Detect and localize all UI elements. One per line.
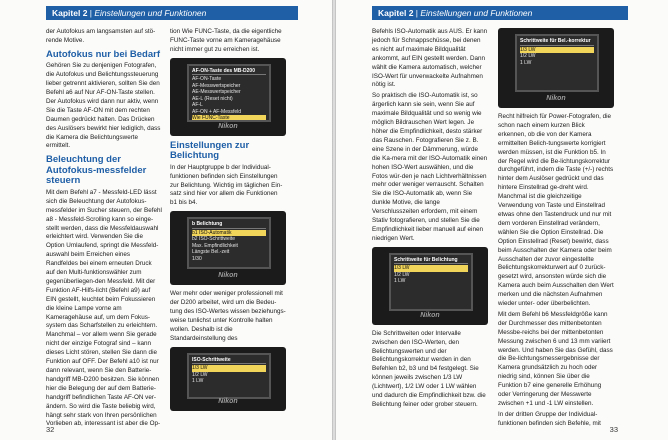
- menu-title: b Belichtung: [192, 221, 266, 229]
- menu-item: Max. Empfindlichkeit: [192, 242, 238, 249]
- paragraph: der Autofokus am langsamsten auf stö-rende Motive.: [46, 28, 156, 44]
- paragraph: Befehls ISO-Automatik aus AUS. Er kann jedoch für Schnappschüsse, bei denen es nicht auf maximale Bildqualität ankommt, auf EIN gestellt werden. Dann wählt die Kamera automatisch, welcher ISO-Wert für unverwackelte Aufnahmen nötig ist.: [372, 28, 488, 89]
- lcd-screen: [187, 353, 271, 399]
- paragraph: Wer mehr oder weniger professionell mit der D200 arbeitet, wird um die Bedeu-tung des ISO-Wertes wissen beziehungs-weise tunlichst unter Kontrolle halten wollen. Deshalb ist die Standardeinstellung des: [170, 290, 286, 342]
- left-page: [0, 0, 332, 440]
- page-number: 33: [609, 425, 618, 434]
- menu-title: Schrittweite für Bel.-korrektur: [520, 38, 594, 46]
- page-number: 32: [46, 425, 55, 434]
- menu-item: Längste Bel.-zeit: [192, 249, 230, 256]
- section-heading: Einstellungen zur Belichtung: [170, 139, 250, 162]
- menu-item: AF-Messwertspeicher: [192, 82, 241, 89]
- menu-item-selected: 1/3 LW: [520, 47, 594, 54]
- lcd-screen: [187, 64, 271, 122]
- camera-menu-photo: [170, 347, 286, 411]
- running-header: Kapitel 2 | Einstellungen und Funktionen: [372, 6, 628, 20]
- camera-brand-logo: Nikon: [218, 397, 238, 405]
- menu-title: ISO-Schrittweite: [192, 357, 266, 365]
- camera-menu-photo: [372, 247, 488, 325]
- paragraph: Mit dem Befehl a7 - Messfeld-LED lässt sich die Beleuchtung der Autofokus-messfelder im Sucher steuern, der Befehl a8 - Messfeld-Scrolling kann so einge-stellt werden, dass die Messfeldauswahl erleichtert wird. Verwenden Sie die Option Umlaufend, springt die Messfeld-auswahl beim Erreichen eines Randfeldes bei einem erneuten Druck auf den Multi-funktionswähler zum gegenüberliegen-den Messfeld. Mit der Funktion AF-Hilfs-licht (Befehl a9) auf EIN gestellt, leuchtet beim Fokussieren die kleine Lampe vorne am Kameragehäuse auf, um dem Fokus-system das Scharfstellen zu erleichtern. Manchmal – vor allem wenn Sie gerade nicht der einzige Fotograf sind – kann dieses Licht stören, stellen Sie dann die Funktion auf OFF. Der Befehl a10 ist nur dann relevant, wenn Sie den Batterie-handgriff MB-D200 besitzen. Sie können hier die Belegung der auf dem Batterie-handgriff befindlichen Taste AF-ON ver-ändern. So wird die Taste beliebig wird, hängt sehr stark von Ihren persönlichen Vorlieben ab, interessant ist aber die Op-: [46, 188, 162, 428]
- menu-item-selected: 1/3 LW: [192, 365, 266, 372]
- menu-item: 1 LW: [394, 278, 406, 285]
- menu-item: AE-L (Reset nicht): [192, 95, 233, 102]
- menu-item-selected: Wie FUNC-Taste: [192, 115, 266, 122]
- menu-item: AF-ON + AF-Messfeld: [192, 108, 242, 115]
- paragraph: tion Wie FUNC-Taste, da die eigentliche FUNC-Taste vorne am Kameragehäuse nicht immer gut zu erreichen ist.: [170, 28, 282, 53]
- camera-brand-logo: Nikon: [218, 272, 238, 280]
- paragraph: In der dritten Gruppe der Individual-funktionen befinden sich Befehle, mit: [498, 410, 601, 427]
- menu-item-selected: 1/3 LW: [394, 265, 468, 272]
- right-page: [336, 0, 668, 440]
- menu-item-selected: b1 ISO-Automatik: [192, 230, 266, 237]
- section-heading: Beleuchtung der Autofokus-messfelder steuern: [46, 154, 147, 187]
- lcd-screen: [515, 34, 599, 92]
- paragraph: Recht hilfreich für Power-Fotografen, die schon nach einem kurzen Blick erkennen, ob die von der Kamera ermittelten Belich-tungswerte korrigiert werden müssen, ist die Funktion b5. In der Regel wird die Be-lichtungskorrektur durchgeführt, indem die Taste (+/-) rechts hinter dem Auslöser gedrückt und das hintere Einstellrad ge-dreht wird. Manchmal ist die gleichzeitige Verwendung von Taste und Einstellrad etwas ohne den Tastendruck und nur mit dem vorderen Einstellrad verändern, wählen Sie die Option Einstellrad. Die Option Einstellrad (Reset) bewirkt, dass beim Ausschalten der Kamera oder beim Ausschalten der zuvor eingestellte Belichtungskorrekturwert auf 0 zurück-gesetzt wird, ansonsten würde sich die Kamera auch beim Ausschalten den Wert merken und die nächsten Aufnahmen wieder unter- oder überbelichten.: [498, 113, 614, 308]
- menu-item: 1 LW: [520, 59, 532, 66]
- camera-menu-photo: [170, 58, 286, 136]
- chapter-title: Einstellungen und Funktionen: [420, 8, 533, 18]
- lcd-screen: [187, 217, 271, 269]
- chapter-title: Einstellungen und Funktionen: [94, 8, 207, 18]
- menu-item: 1/2 LW: [192, 371, 208, 378]
- text-column: [372, 28, 488, 412]
- text-column: [498, 28, 614, 431]
- running-header: Kapitel 2 | Einstellungen und Funktionen: [46, 6, 298, 20]
- menu-item: 1/2 LW: [520, 53, 536, 59]
- menu-item: b2 ISO-Schrittweite: [192, 236, 236, 243]
- lcd-screen: [389, 253, 473, 311]
- menu-item: AE-Messwertspeicher: [192, 89, 241, 96]
- paragraph: Mit dem Befehl b6 Messfeldgröße kann der Durchmesser des mittenbetonten Messbe-reichs bei der mittenbetonten Messung zwischen 6 und 13 mm variiert werden. Und haben Sie das Gefühl, dass die Be-lichtungsmessergebnisse der Kamera grundsätzlich zu hoch oder niedrig sind, können Sie über die Funktion b7 eine generelle Erhöhung oder Verringerung der Messwerte zwischen +1 und -1 LW einstellen.: [498, 310, 613, 407]
- text-column: [46, 28, 162, 431]
- menu-item: 1 LW: [192, 378, 204, 385]
- camera-brand-logo: Nikon: [546, 95, 566, 103]
- camera-brand-logo: Nikon: [420, 311, 440, 319]
- camera-brand-logo: Nikon: [218, 122, 238, 130]
- section-heading: Autofokus nur bei Bedarf: [46, 48, 161, 60]
- text-column: [170, 28, 286, 416]
- chapter-label: Kapitel 2: [52, 8, 88, 18]
- paragraph: Die Schrittweiten oder Intervalle zwischen den ISO-Werten, den Belichtungswerten und der Belichtungskorrektur werden in den Befehlen b2, b3 und b4 festgelegt. Sie können jeweils zwischen 1/3 LW (Lichtwert), 1/2 LW oder 1 LW wählen und dadurch die Empfindlichkeit bzw. die Belichtung feiner oder grober steuern.: [372, 329, 486, 408]
- menu-item: AF-ON-Taste: [192, 76, 222, 83]
- paragraph: So praktisch die ISO-Automatik ist, so ärgerlich kann sie sein, wenn Sie auf maximale Bildqualität und so wenig wie möglich Bildrauschen Wert legen. Je höher die Empfindlichkeit, desto stärker das Rauschen. Fotografieren Sie z. B. eine Szene in der Dämmerung, würde die Ka-mera mit der ISO-Automatik einen hohen ISO-Wert auswählen, und die Fotos wür-den je nach Lichtverhältnissen mehr oder weniger verrauscht. Schalten Sie die ISO-Automatik ab, wenn Sie dunkle Motive, die lange Verschlusszeiten erfordern, mit einem Stativ fotografieren, und stellen Sie die Empfindlichkeit lieber manuell auf einen niedrigen Wert.: [372, 92, 488, 242]
- chapter-label: Kapitel 2: [378, 8, 414, 18]
- paragraph: Gehören Sie zu denjenigen Fotografen, die Autofokus und Belichtungssteuerung lieber getrennt aktivieren, sollten Sie den Befehl a6 auf Nur AF-ON-Taste stellen. Der Autofokus wird dann nur aktiv, wenn Sie die Taste AF-ON mit dem rechten Daumen gedrückt halten. Das Drücken des Auslösers bewirkt hier lediglich, dass die Kamera die Belichtungswerte ermittelt.: [46, 62, 161, 150]
- menu-item: AF-L: [192, 102, 203, 109]
- menu-item: 1/2 LW: [394, 271, 410, 278]
- menu-item: 1/30: [192, 255, 202, 262]
- menu-title: AF-ON-Taste des MB-D200: [192, 68, 266, 76]
- paragraph: In der Hauptgruppe b der Individual-funktionen befinden sich Einstellungen zur Belichtung. Wichtig im täglichen Ein-satz sind hier vor allem die Funktionen b1 bis b4.: [170, 163, 283, 207]
- menu-title: Schrittweite für Belichtung: [394, 257, 468, 265]
- camera-menu-photo: [498, 28, 614, 108]
- camera-menu-photo: [170, 211, 286, 285]
